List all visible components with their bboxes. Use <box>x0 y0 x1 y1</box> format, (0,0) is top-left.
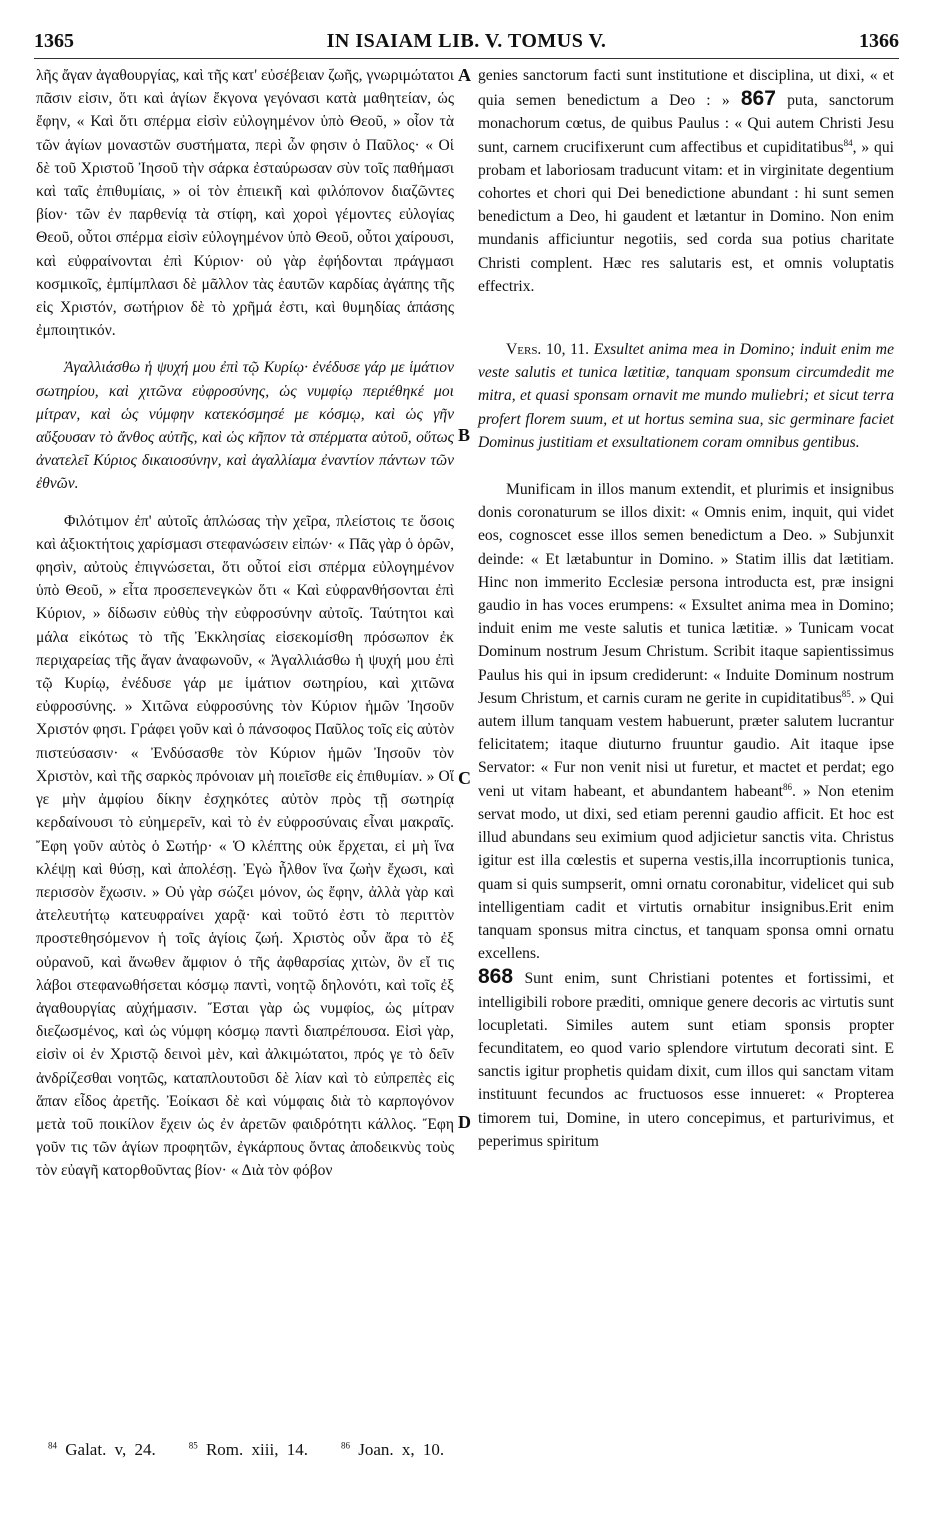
header-rule <box>34 58 899 59</box>
margin-marker-a: A <box>458 65 471 85</box>
page-number-right: 1366 <box>859 30 899 52</box>
footnotes <box>48 1440 648 1460</box>
greek-paragraph-2: Φιλότιμον ἐπ' αὐτοῖς ἁπλώσας τὴν χεῖρα, πλείστοις τε ὅσοις καὶ ἀξιοκτήτοις χαρίσμασι στεφανώσειν εἰπών· « Πᾶς γὰρ ὁ ὁρῶν, φησὶν, αὐτοὺς ἐπιγνώσεται, ὅτι οὗτοί εἰσι σπέρμα εὐλογημένον ὑπὸ Θεοῦ, » εἶτα προσεπενεγκὼν ὅτι « Καὶ εὐφρανθήσονται ἐπὶ Κύριον, » δίδωσιν εὐθὺς τὴν εὐφροσύνην αὐτοῖς. Ταύτητοι καὶ μάλα εἰκότως τὸ τῆς Ἐκκλησίας εἰσεκομίσθη πρόσωπον ἐκ περιχαρείας τῆς ἄγαν ἀναφωνοῦν, « Ἀγαλλιάσθω ἡ ψυχή μου ἐπὶ τῷ Κυρίῳ, ἐνέδυσε γάρ με ἱμάτιον σωτηρίου, καὶ χιτῶνα εὐφροσύνης. » Χιτῶνα εὐφροσύνης τὸν Κύριον ἡμῶν Ἰησοῦν Χριστόν φησι. Γράφει γοῦν καὶ ὁ πάνσοφος Παῦλος τοῖς εἰς αὐτὸν πιστεύσασιν· « Ἐνδύσασθε τὸν Κύριον ἡμῶν Ἰησοῦν τὸν Χριστὸν, καὶ τῆς σαρκὸς πρόνοιαν μὴ ποιεῖσθε εἰς ἐπιθυμίαν. » Οἵ γε μὴν ἀμφίου δίκην ἐσχηκότες αὐτὸν πρὸς τῇ σωτηρίᾳ κερδαίνουσι τὸ εὐημερεῖν, καὶ τὸ ἐν εὐφροσύναις εἶναι μακραῖς. Ἔφη γοῦν αὐτὸς ὁ Σωτήρ· « Ὁ κλέπτης οὐκ ἔρχεται, εἰ μὴ ἵνα κλέψῃ καὶ θύσῃ, καὶ ἀπολέσῃ. Ἐγὼ ἦλθον ἵνα ζωὴν ἔχωσι, καὶ περισσὸν ἔχωσιν. » Οὐ γὰρ σώζει μόνον, ὡς ἔφην, ἀλλὰ γὰρ καὶ ἀτελευτήτῳ κατευφραίνει χαρᾷ· καὶ τοῦτό ἐστι τὸ περιττὸν προστεθησόμενον ἡ τοῖς ἁγίοις ζωή. Χριστὸς οὖν ἄρα τὸ ἐξ οὐρανοῦ, καὶ ἄνωθεν ἄμφιον ὁ τῆς ἀφθαρσίας χιτὼν, ὃν εἴ τις λάβοι στεφανωθήσεται κόσμῳ παντὶ, νοητῷ δηλονότι, καὶ τοῖς ἐξ ἀγαθουργίας αὐχήμασιν. Ἔσται γὰρ ὡς νυμφίος, ὡς μίτραν διεζωσμένος, καὶ ὡς νύμφη κόσμῳ παντὶ διαπρέπουσα. Εἰσὶ γὰρ, εἰσὶν οἱ ἐν Χριστῷ δεινοὶ μὲν, καὶ ἀλκιμώτατοι, πρός γε τὸ δεῖν ἀνδρίζεσθαι νοητῶς, καταπλουτοῦσι δὲ λίαν καὶ τὸ εὐπρεπὲς εἰς ἅπαν εἶδος ἀρετῆς. Ἐοίκασι δὲ καὶ νύμφαις διὰ τὸ καρπογόνον μετὰ τοῦ ποικίλον ἔχειν ὡς ἐν ἀρετῶν φαιδρότητι κάλλος. Ἔφη γοῦν τις τῶν ἁγίων προφητῶν, ἐγκάρπους ὄντας ἀποδεικνὺς τοὺς τὸν εὐαγῆ κατορθοῦντας βίον· « Διὰ τὸν φόβον <box>36 512 454 1180</box>
footnote-84-number: 84 <box>48 1440 57 1451</box>
footnote-86: Joan. x, 10. <box>358 1440 445 1459</box>
latin-column <box>478 64 894 1153</box>
verse-label: Vers. 10, 11. <box>506 341 590 359</box>
footnote-85: Rom. xiii, 14. <box>205 1440 308 1459</box>
running-title: IN ISAIAM LIB. V. TOMUS V. <box>326 30 607 52</box>
latin-p2-text: Munificam in illos manum extendit, et plurimis et insignibus donis coronaturum se illos dixit: « Omnis enim, inquit, qui videt eos, cognoscet esse illos semen benedictum a Deo. » Subjunxit deinde: « Et lætabuntur in Domino. » Statim illis dat lætitiam. Hinc non immerito Ecclesiæ persona introducta est, præ insigni gaudio in has voces erumpens: « Exsultet anima mea in Domino; induit enim me veste salutis et tunica lætitiæ. » Tunicam vocat Dominum nostrum Jesum Christum. Scribit itaque sapientissimus Paulus his qui in ipsum crediderunt: « Induite Dominum nostrum Jesum Christum, et carnis curam ne gerite in cupiditatibus <box>478 481 894 707</box>
footnote-ref-84: 84 <box>843 137 853 148</box>
latin-verse <box>478 338 894 454</box>
footnote-ref-85: 85 <box>841 688 851 699</box>
margin-marker-b: B <box>458 425 471 445</box>
margin-marker-d: D <box>458 1112 471 1132</box>
page-number-left: 1365 <box>34 30 74 52</box>
greek-verse: Ἀγαλλιάσθω ἡ ψυχή μου ἐπὶ τῷ Κυρίῳ· ἐνέδυσε γάρ με ἱμάτιον σωτηρίου, καὶ χιτῶνα εὐφροσύνης, ὡς νυμφίῳ περιέθηκέ μοι μίτραν, καὶ ὡς νύμφην κατεκόσμησέ με κόσμῳ, καὶ ὡς γῆν αὔξουσαν τὸ ἄνθος αὐτῆς, καὶ ὡς κῆπον τὰ σπέρματα αὐτοῦ, οὕτως ἀνατελεῖ Κύριος δικαιοσύνην, καὶ ἀγαλλίαμα ἐναντίον πάντων τῶν ἐθνῶν. <box>36 359 454 493</box>
greek-paragraph-1: λῆς ἄγαν ἀγαθουργίας, καὶ τῆς κατ' εὐσέβειαν ζωῆς, γνωριμώτατοι πᾶσιν εἰσιν, ὅτι καὶ ἁγίων ἔκγονα γεγόνασι κατὰ μαθητείαν, ὡς ἔφην, « Καὶ ὅτι σπέρμα εἰσὶν εὐλογημένον ὑπὸ Θεοῦ, » οἷον τὰ τῶν ἁγίων μοναστῶν συστήματα, περὶ ὧν φησιν ὁ Παῦλος· « Οἱ δὲ τοῦ Χριστοῦ Ἰησοῦ τὴν σάρκα ἐσταύρωσαν σὺν τοῖς παθήμασι καὶ ταῖς ἐπιθυμίαις, » οἱ τὸν ἐπιεικῆ καὶ φιλόπονον διαζῶντες βίον· τῶν ἐν παρθενίᾳ τὰ στίφη, καὶ χοροὶ γέμοντες εὐλογίας Θεοῦ, οὗτοι σπέρμα εἰσὶν εὐλογημένον ὑπὸ Θεοῦ, οὗτοι χαίρουσι, καὶ εὐφραίνονται ἐπὶ Κύριον· οὐ γὰρ ἐφήδονται πράγμασι κοσμικοῖς, ἐμπίμπλασι δὲ μᾶλλον τὰς ἑαυτῶν καρδίας ἀγάπης τῆς εἰς Χριστόν, σωτήριον δὲ τὸ χρῆμά ἐστι, καὶ θυμηδίας ἁπάσης ἐμποιητικόν. <box>36 67 454 340</box>
footnote-85-number: 85 <box>188 1440 198 1451</box>
page-header <box>34 30 899 56</box>
footnote-ref-86: 86 <box>782 781 792 792</box>
latin-p1-rest: puta, sanctorum monachorum cœtus, de quibus Paulus : « Qui autem Christi Jesu sunt, carnem crucifixerunt cum affectibus et cupiditatibus <box>478 92 894 156</box>
latin-p3-text: Sunt enim, sunt Christiani potentes et fortissimi, et intelligibili robore præditi, omnique genere decoris ac virtutis sunt locupletati. Similes autem sunt etiam sponsis propter fecunditatem, eo quod vario splendore virtutum decorati sint. E sanctis igitur prophetis quidam dixit, cum illos qui sanctam vitam instituunt fecundos ac fructuosos esse innueret: « Propterea timorem tui, Domine, in utero concepimus, et parturivimus, et peperimus spiritum <box>478 970 894 1150</box>
latin-paragraph-3 <box>478 965 894 1153</box>
latin-paragraph-2 <box>478 478 894 965</box>
latin-p2b-text: . » Qui autem illum tanquam vestem habuerunt, præter salutem lucrantur felicitatem; itaque diuturno fruuntur gaudio. Ait itaque ipse Servator: « Fur non venit nisi ut furetur, et mactet et perdat; ego veni ut vitam habeant, et abundantem habeant <box>478 689 894 800</box>
footnote-84: Galat. v, 24. <box>65 1440 156 1459</box>
latin-p1-end: , » qui probam et laboriosam traducunt vitam: et in virginitate degentium cohortes et chori qui Dei benedictione abundant : hi sunt semen benedictum a Deo, hi gaudent et lætantur in Domino. Non enim mundanis afficiuntur negotiis, sed corda sua potius charitate Christi complent. Hæc res salutaris est, et omnis voluptatis effectrix. <box>478 138 894 295</box>
greek-column <box>36 64 454 1183</box>
latin-paragraph-1 <box>478 64 894 298</box>
margin-marker-c: C <box>458 768 471 788</box>
section-number-868: 868 <box>478 965 514 989</box>
section-number-867: 867 <box>740 87 776 111</box>
latin-p2c-text: . » Non etenim servat modo, ut dixi, sed etiam perenni gaudio afficit. Et hoc est illud abundans seu eximium quod adjicietur sanctis vita. Christus igitur est illa cœlestis et superna vestis,illa incorruptionis tunica, quam si quis sumpserit, omni ornatu coronabitur, videlicet qui sub intelligentiam cadit et virtutis ornabitur insignibus.Erit enim tanquam sponsus mitra cinctus, et tanquam sponsa omni ornatu excellens. <box>478 782 894 963</box>
latin-verse-text: Exsultet anima mea in Domino; induit enim me veste salutis et tunica lætitiæ, tanquam sponsum circumdedit me mitra, et quasi sponsam ornavit me mundo muliebri; et sicut terra profert florem suum, et ut hortus semina sua, sic germinare faciet Dominus justitiam et exsultationem coram omnibus gentibus. <box>478 341 894 451</box>
latin-p1-text: genies sanctorum facti sunt institutione et disciplina, ut dixi, « et quia semen benedictum a Deo : » <box>478 67 894 110</box>
footnote-86-number: 86 <box>340 1440 350 1451</box>
